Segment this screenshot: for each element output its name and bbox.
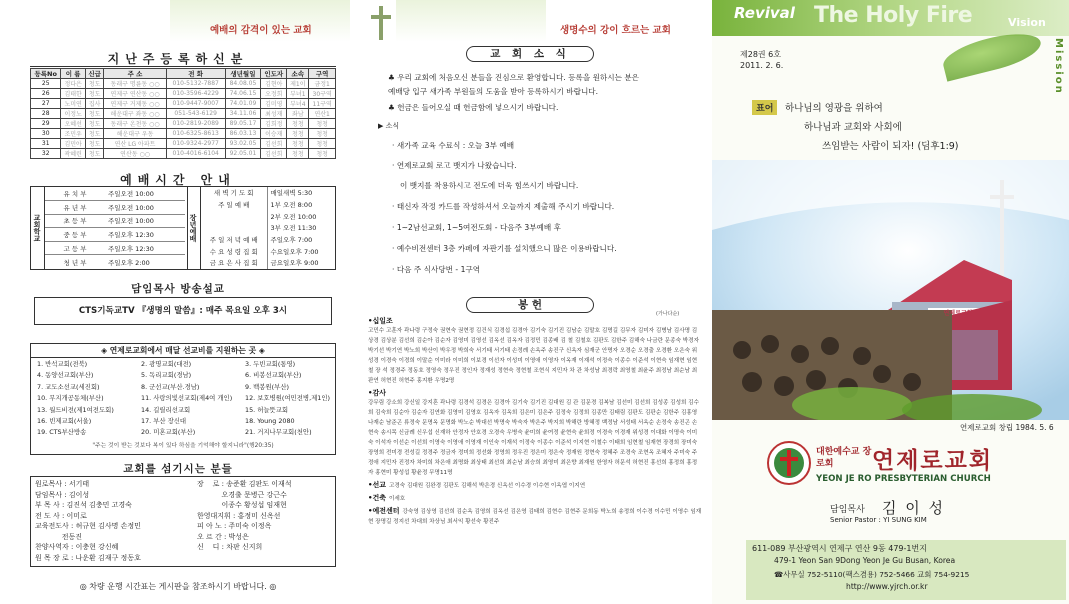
registry-cell: 74.01.09 xyxy=(225,99,261,109)
staff-line: 원 목 장 로 : 나운환 김재구 정동호 xyxy=(35,553,141,562)
missions-title: ◈ 연제로교회에서 매달 선교비를 지원하는 곳 ◈ xyxy=(31,344,335,358)
offering-names: 고민수 고훈자 곽나령 구정숙 권현숙 권현정 김건식 김경섭 김경아 김기숙 김기진 김남순 김말호 김명길 김무자 김미자 김병남 김사명 김상경 김상분 김선희 김순아 김순자 김영미 김영선 김옥선 김옥자 김정민 김종배 김 철 김철호 김판도 김한주 김해숙 나금란 문종숙 박경자 박기선 박기연 박노희 박산이 박우정 박희숙 서기태 서기태 손정례 손옥주 송진구 신옥자 심재군 안명자 오경순 오경출 오경환 오은숙 위성경 이경숙 이경희 이말순 이미라 이미희 이보경 이선자 이성미 이영애 이영자 이옥재 이재석 이정숙 이종수 이준석 이현숙 임재현 임현철 장 석 정경주 정동호 정영숙 정우진 정인자 정재성 정현숙 정현철 조현식 지민자 차 관 차성남 최경락 최영철 최윤주 최정남 최순남 최판연 허현진 허현주 홍지환 우명2명 xyxy=(368,328,699,384)
registry-cell: 동래구 온천동 ○○ xyxy=(104,119,166,129)
registry-cell: 30구역 xyxy=(309,89,336,99)
registry-cell: 이승재 xyxy=(261,129,287,139)
school-row xyxy=(45,228,185,242)
mission-item: 16. 빈제교회(서울) xyxy=(37,417,92,426)
registry-header-cell: 인도자 xyxy=(261,69,287,79)
staff-line: 장 로 : 송준환 김판도 이재석 xyxy=(197,480,292,488)
registry-cell: 010-2819-2089 xyxy=(166,119,225,129)
news-item: ♣ 우리 교회에 처음오신 분들을 진심으로 환영합니다. 등록을 원하시는 분은 xyxy=(388,73,640,82)
church-name-en: YEON JE RO PRESBYTERIAN CHURCH xyxy=(816,474,991,484)
registry-cell: 동래구 명륜동 ○○ xyxy=(104,79,166,89)
registry-cell: 89.05.17 xyxy=(225,119,261,129)
registry-cell: 김민아 xyxy=(61,139,85,149)
registry-cell: 29 xyxy=(31,119,61,129)
motto-label: 표어 xyxy=(752,100,777,115)
news-item: · 태신자 작정 카드를 작성하셔서 오늘까지 제출해 주시기 바랍니다. xyxy=(392,202,615,211)
registry-cell: 청도 xyxy=(85,119,104,129)
service-time: 1부 오전 8:00 xyxy=(270,201,313,210)
offering-label: •감사 xyxy=(368,389,386,397)
broadcast-box xyxy=(34,297,332,325)
registry-header-cell: 전 화 xyxy=(166,69,225,79)
registry-cell: 조민우 xyxy=(61,129,85,139)
mission-item: 15. 허늘뜻교회 xyxy=(245,405,289,414)
pastor-label: 담임목사 xyxy=(830,505,865,515)
school-name: 청 년 부 xyxy=(63,258,87,267)
mission-item: 9. 백봉원(부산) xyxy=(245,382,289,391)
service-name: 수 요 성 령 집 회 xyxy=(201,245,267,257)
offering-note: (가나다순) xyxy=(656,311,680,317)
school-name: 유 치 부 xyxy=(63,190,87,199)
staff-line: 이종수 황성섭 임재현 xyxy=(197,501,287,509)
school-time: 주일오전 10:00 xyxy=(108,203,154,212)
denomination: 대한예수교 장로회 xyxy=(816,447,872,469)
registry-cell: 27 xyxy=(31,99,61,109)
news-item: · 1~2남선교회, 1~5여전도회 - 다음주 3부예배 후 xyxy=(392,223,561,232)
offering-section xyxy=(368,480,702,491)
url[interactable]: http://www.yjrch.or.kr xyxy=(846,582,928,591)
registry-cell: 김희정 xyxy=(261,119,287,129)
staff-line: 담임목사 : 김이성 xyxy=(35,490,90,499)
left-footer: ◎ 차량 운행 시간표는 게시판을 참조하시기 바랍니다. ◎ xyxy=(79,582,277,591)
news-item: · 연제로교회 로고 뱃지가 나왔습니다. xyxy=(392,161,517,170)
mission-item: 19. CTS부산방송 xyxy=(37,428,87,437)
registry-cell: 청도 xyxy=(85,79,104,89)
registry-cell: 26 xyxy=(31,89,61,99)
staff-line: 전동진 xyxy=(35,532,82,541)
offering-names: 강무림 강소희 강신일 강지혼 곽나령 김경석 김경은 김경아 김기숙 김기진 김대원 김 관 김문경 김복남 김선미 김선희 김성종 김성희 김수희 김숙희 김순아 김순자 김연화 김영미 김영호 김옥자 김옥희 김은미 김은주 김정숙 김정희 김종만 김태림 김판도 김판순 김한주 김홍영 나재순 남준곤 류정숙 문명옥 문명화 박노순 박대선 박명숙 박숙자 박은주 박지희 박해란 방혜정 백정남 서성태 서옥순 손정숙 송진곤 손현숙 송시목 신금례 신우섭 신재하 안정자 안호경 오경숙 우병숙 윤미희 윤여정 윤현숙 윤희정 이경숙 이경재 위성경 이대화 이명숙 이미숙 이석자 이선순 이선희 이영숙 이영애 이영재 이인숙 이재석 이정숙 이종수 이준석 이지현 이철수 이태희 임현철 임재현 장경희 장미숙 장영희 전미경 전성길 정경주 정금자 정미희 정선화 정영희 정우진 정은미 정은숙 정재원 정현숙 정혜주 조경숙 조현옥 조혜자 주미숙 주정애 지민자 진정자 차미희 차은애 최명화 최상태 최선희 최순남 최승희 최영미 최은향 최재원 한영자 허문석 허현진 홍선희 홍정희 홍정자 홍현미 황성섭 황윤정 무명11명 xyxy=(368,400,699,476)
address-1: 611-089 부산광역시 연제구 연산 9동 479-1번지 xyxy=(752,544,927,553)
middle-panel xyxy=(356,0,712,604)
news-item: · 예수비전센터 3층 카페에 자판기를 설치했으니 많은 이용바랍니다. xyxy=(392,244,617,253)
registry-cell: 93.02.05 xyxy=(225,139,261,149)
school-row xyxy=(45,241,185,255)
offering-names: 고경숙 김대원 김완경 김판도 김해석 박은경 신옥선 이수경 이수현 이옥엽 이지연 xyxy=(389,483,586,489)
school-time: 주일오후 2:00 xyxy=(108,258,150,267)
service-time: 수요일오후 7:00 xyxy=(270,247,319,256)
registry-row xyxy=(31,129,336,139)
registry-row xyxy=(31,119,336,129)
middle-header: 생명수의 강이 흐르는 교회 xyxy=(560,25,671,36)
service-time: 매일새벽 5:30 xyxy=(270,189,313,198)
registry-row xyxy=(31,79,336,89)
mission-item: 3. 두빈교회(통영) xyxy=(245,360,296,368)
service-time: 주일오후 7:00 xyxy=(270,236,313,245)
service-name: 금 요 은 사 집 회 xyxy=(201,257,267,269)
right-panel xyxy=(712,0,1069,604)
offering-label: •십일조 xyxy=(368,317,393,325)
school-time: 주일오후 12:30 xyxy=(108,231,154,240)
registry-cell: 김선희 xyxy=(261,149,287,159)
registry-cell: 32 xyxy=(31,149,61,159)
registry-cell: 청도 xyxy=(85,149,104,159)
registry-cell: 28 xyxy=(31,109,61,119)
service-row xyxy=(201,257,335,269)
school-time: 주일오전 10:00 xyxy=(108,217,154,226)
registry-cell: 청청 xyxy=(309,139,336,149)
mission-item: 6. 비봉선교회(부산) xyxy=(245,371,302,380)
offering-label: •건축 xyxy=(368,494,386,502)
registry-cell: 제1이 xyxy=(287,79,309,89)
registry-cell: 금정1 xyxy=(309,79,336,89)
church-name: 연제로교회 xyxy=(872,448,994,474)
registry-row xyxy=(31,99,336,109)
service-name xyxy=(201,210,267,222)
address-2: 479-1 Yeon San 9Dong Yeon Je Gu Busan, Korea xyxy=(774,556,956,565)
founded: 연제로교회 창립 1984. 5. 6 xyxy=(960,423,1054,432)
church-photo xyxy=(712,160,1069,420)
offering-list xyxy=(368,316,702,600)
service-row xyxy=(201,234,335,246)
registry-header-cell: 소속 xyxy=(287,69,309,79)
offering-names: 이세호 xyxy=(389,496,406,502)
school-name: 고 등 부 xyxy=(63,244,87,253)
service-time: 3부 오전 11:30 xyxy=(270,224,317,233)
mission-item: 8. 군선교(부산.경남) xyxy=(141,382,200,391)
news-item: · 새가족 교육 수료식 : 오늘 3부 예배 xyxy=(392,141,515,150)
registry-cell: 34.11.06 xyxy=(225,109,261,119)
mission-item: 20. 미혼교회(부산) xyxy=(141,428,196,437)
pastor-name: 김 이 성 xyxy=(882,499,946,517)
mission-item: 18. Young 2080 xyxy=(245,417,295,426)
banner-vision: Vision xyxy=(1008,16,1046,29)
staff-line: 신 디 : 차판 신지희 xyxy=(197,543,263,551)
registry-row xyxy=(31,139,336,149)
registry-cell: 김태한 xyxy=(61,89,85,99)
registry-cell: 84.08.05 xyxy=(225,79,261,89)
registry-cell: 31 xyxy=(31,139,61,149)
staff-line: 오경출 문병근 강근수 xyxy=(197,490,287,499)
registry-cell: 010-9447-9007 xyxy=(166,99,225,109)
registry-header-cell: 주 소 xyxy=(104,69,166,79)
news-item: ▶ 소식 xyxy=(378,122,400,130)
offering-section xyxy=(368,388,702,478)
school-name: 초 등 부 xyxy=(63,217,87,226)
offering-section xyxy=(368,493,702,504)
staff-line: 피 아 노 : 주미숙 이정옥 xyxy=(197,522,272,530)
staff-line: 오 르 간 : 박성은 xyxy=(197,532,249,541)
registry-cell: 노미연 xyxy=(61,99,85,109)
date: 2011. 2. 6. xyxy=(740,61,784,70)
registry-cell: 청청 xyxy=(287,139,309,149)
adult-label: 장년예배 xyxy=(187,187,201,269)
registry-cell: 해운대구 우동 xyxy=(104,129,166,139)
news-item: ♣ 헌금은 들어오실 때 헌금함에 넣으시기 바랍니다. xyxy=(388,103,559,112)
service-row xyxy=(201,199,335,211)
registry-title: 지난주등록하신분 xyxy=(107,52,249,66)
mission-item: 17. 부산 장신대 xyxy=(141,417,187,426)
registry-cell: 이정노 xyxy=(61,109,85,119)
church-logo xyxy=(766,440,812,486)
registry-cell: 010-5132-7887 xyxy=(166,79,225,89)
service-name: 주 일 예 배 xyxy=(201,199,267,211)
motto-line-3: 쓰임받는 사람이 되자! (딤후1:9) xyxy=(822,141,959,152)
offering-title: 봉 헌 xyxy=(466,297,594,313)
mission-item: 12. 보호병원(여민전병,제1인) xyxy=(245,394,331,403)
missions-box xyxy=(30,343,336,455)
service-row xyxy=(201,222,335,234)
registry-cell: 청청 xyxy=(309,129,336,139)
mission-item: 21. 거지나무교회(천안) xyxy=(245,428,312,437)
registry-cell: 김미영 xyxy=(261,99,287,109)
motto-line-2: 하나님과 교회와 사회에 xyxy=(804,122,902,133)
vine-decoration-mid xyxy=(396,0,546,42)
registry-header-cell: 구역 xyxy=(309,69,336,79)
school-row xyxy=(45,214,185,228)
registry-cell: 연제구 연산동 ○○ xyxy=(104,89,166,99)
registry-cell: 연제구 거제동 ○○ xyxy=(104,99,166,109)
news-item: · 다음 주 식사당번 - 1구역 xyxy=(392,265,481,274)
worship-title: 예배시간 안내 xyxy=(120,173,236,187)
news-item: 예배당 입구 새가족 부원들의 도움을 받아 등록하시기 바랍니다. xyxy=(388,87,599,96)
mission-item: 10. 무지개공동체(부산) xyxy=(37,394,104,403)
school-row xyxy=(45,201,185,215)
school-label: 교회학교 xyxy=(31,187,45,269)
school-name: 중 등 부 xyxy=(63,231,87,240)
service-name: 새 벽 기 도 회 xyxy=(201,187,267,199)
offering-section xyxy=(368,506,702,527)
school-time: 주일오후 12:30 xyxy=(108,244,154,253)
banner-mission: Mission xyxy=(1053,38,1064,95)
staff-line: 부 목 사 : 김진석 김충민 고경숙 xyxy=(35,501,132,509)
contact-box xyxy=(746,540,1066,600)
registry-cell: 연산 LG 아파트 xyxy=(104,139,166,149)
registry-cell: 청도 xyxy=(85,89,104,99)
registry-cell: 김선희 xyxy=(261,139,287,149)
registry-cell: 청청 xyxy=(287,119,309,129)
registry-row xyxy=(31,109,336,119)
registry-cell: 11구역 xyxy=(309,99,336,109)
registry-cell: 정다은 xyxy=(61,79,85,89)
registry-cell: 051-543-6129 xyxy=(166,109,225,119)
worship-schedule xyxy=(30,186,336,270)
missions-note: "주는 것이 받는 것보다 복이 있다 하심을 기억해야 할지니라"(행20:35) xyxy=(92,442,274,449)
registry-cell: 010-3596-4229 xyxy=(166,89,225,99)
school-time: 주일오전 10:00 xyxy=(108,190,154,199)
staff-line: 한영대지휘 : 홍정미 신옥선 xyxy=(197,511,281,520)
registry-cell: 010-4016-6104 xyxy=(166,149,225,159)
registry-cell: 청도 xyxy=(85,109,104,119)
news-title: 교 회 소 식 xyxy=(466,46,594,62)
broadcast-text: CTS기독교TV 『생명의 말씀』: 매주 목요일 오후 3시 xyxy=(78,306,288,316)
service-time: 금요일오후 9:00 xyxy=(270,259,319,268)
left-panel xyxy=(0,0,356,604)
service-row xyxy=(201,210,335,222)
registry-header-cell: 등록No xyxy=(31,69,61,79)
registry-cell: 010-9324-2977 xyxy=(166,139,225,149)
registry-cell: 최성재 xyxy=(261,109,287,119)
registry-cell: 해운대구 좌동 ○○ xyxy=(104,109,166,119)
mission-item: 5. 독리교회(경남) xyxy=(141,371,192,380)
photo-sign: 연제로교회 xyxy=(943,310,973,317)
school-row xyxy=(45,255,185,269)
service-name xyxy=(201,222,267,234)
motto-line-1: 하나님의 영광을 위하여 xyxy=(785,103,883,114)
registry-cell: 30 xyxy=(31,129,61,139)
registry-cell: 오혜선 xyxy=(61,119,85,129)
registry-cell: 오정희 xyxy=(261,89,287,99)
registry-cell: 곽혜린 xyxy=(61,149,85,159)
school-row xyxy=(45,187,185,201)
registry-cell: 연산1 xyxy=(309,109,336,119)
cross-icon xyxy=(370,6,392,40)
registry-cell: 74.06.15 xyxy=(225,89,261,99)
offering-names: 강숙영 김상영 김선희 김순옥 김영희 김옥선 김은영 김태희 김현수 김현주 문희동 박노희 송정희 이수경 이수민 이영수 임재현 장명길 정지선 차대희 차상님 최서익 황선숙 황진주 xyxy=(368,509,702,525)
registry-cell: 청도 xyxy=(85,129,104,139)
staff-line: 교육전도사 : 허규현 김사명 손정민 xyxy=(35,522,141,530)
pastor-en: Senior Pastor : YI SUNG KIM xyxy=(830,516,927,524)
service-time: 2부 오전 10:00 xyxy=(270,212,317,221)
registry-header-cell: 생년월일 xyxy=(225,69,261,79)
mission-item: 1. 반석교회(전북) xyxy=(37,360,88,368)
school-name: 유 년 부 xyxy=(63,203,87,212)
staff-line: 원로목사 : 서기태 xyxy=(35,480,90,488)
registry-cell: 김현아 xyxy=(261,79,287,89)
banner-main: The Holy Fire xyxy=(814,3,973,28)
registry-cell: 청도 xyxy=(85,139,104,149)
registry-cell: 86.03.13 xyxy=(225,129,261,139)
registry-cell: 부녀4 xyxy=(287,99,309,109)
offering-label: •선교 xyxy=(368,481,386,489)
issue: 제28권 6호 xyxy=(740,50,781,59)
service-row xyxy=(201,245,335,257)
registry-cell: 010-6325-8613 xyxy=(166,129,225,139)
registry-cell: 청청 xyxy=(287,129,309,139)
left-header: 예배의 감격이 있는 교회 xyxy=(210,25,312,36)
mission-item: 11. 사랑의빛선교회(제4여 개인) xyxy=(141,394,233,403)
mission-item: 14. 길릴리선교회 xyxy=(141,405,191,414)
registry-cell: 92.05.01 xyxy=(225,149,261,159)
mission-item: 7. 교도소선교(세진회) xyxy=(37,382,100,391)
registry-cell: 연산동 ○○ xyxy=(104,149,166,159)
registry-cell: 25 xyxy=(31,79,61,89)
service-name: 주 일 저 녁 예 배 xyxy=(201,234,267,246)
service-row xyxy=(201,187,335,199)
banner-revival: Revival xyxy=(734,4,795,22)
offering-section xyxy=(368,316,702,386)
mission-item: 2. 광명교회(대전) xyxy=(141,360,192,368)
offering-label: •예전센터 xyxy=(368,507,400,515)
registry-cell: 좌남 xyxy=(287,109,309,119)
phone: ☎사무실 752-5110(팩스겸용) 752-5466 교회 754-9215 xyxy=(774,570,970,579)
registry-cell: 청청 xyxy=(309,119,336,129)
staff-line: 찬양사역자 : 이충현 강신혜 xyxy=(35,543,119,551)
staff-line: 전 도 사 : 이미로 xyxy=(35,511,87,520)
mission-item: 13. 월드비전(제1여전도회) xyxy=(37,405,114,414)
registry-header-cell: 신급 xyxy=(85,69,104,79)
registry-table xyxy=(30,68,336,159)
registry-cell: 집사 xyxy=(85,99,104,109)
registry-row xyxy=(31,89,336,99)
registry-cell: 청청 xyxy=(309,149,336,159)
staff-title: 교회를 섬기시는 분들 xyxy=(123,463,233,475)
registry-cell: 부녀1 xyxy=(287,89,309,99)
registry-row xyxy=(31,149,336,159)
mission-item: 4. 동양선교회(부산) xyxy=(37,371,94,380)
news-item: 이 뱃지를 착용하시고 전도에 더욱 힘쓰시기 바랍니다. xyxy=(400,181,579,190)
registry-header-cell: 이 름 xyxy=(61,69,85,79)
registry-cell: 청청 xyxy=(287,149,309,159)
staff-box xyxy=(30,476,336,567)
broadcast-title: 담임목사 방송설교 xyxy=(131,283,225,295)
